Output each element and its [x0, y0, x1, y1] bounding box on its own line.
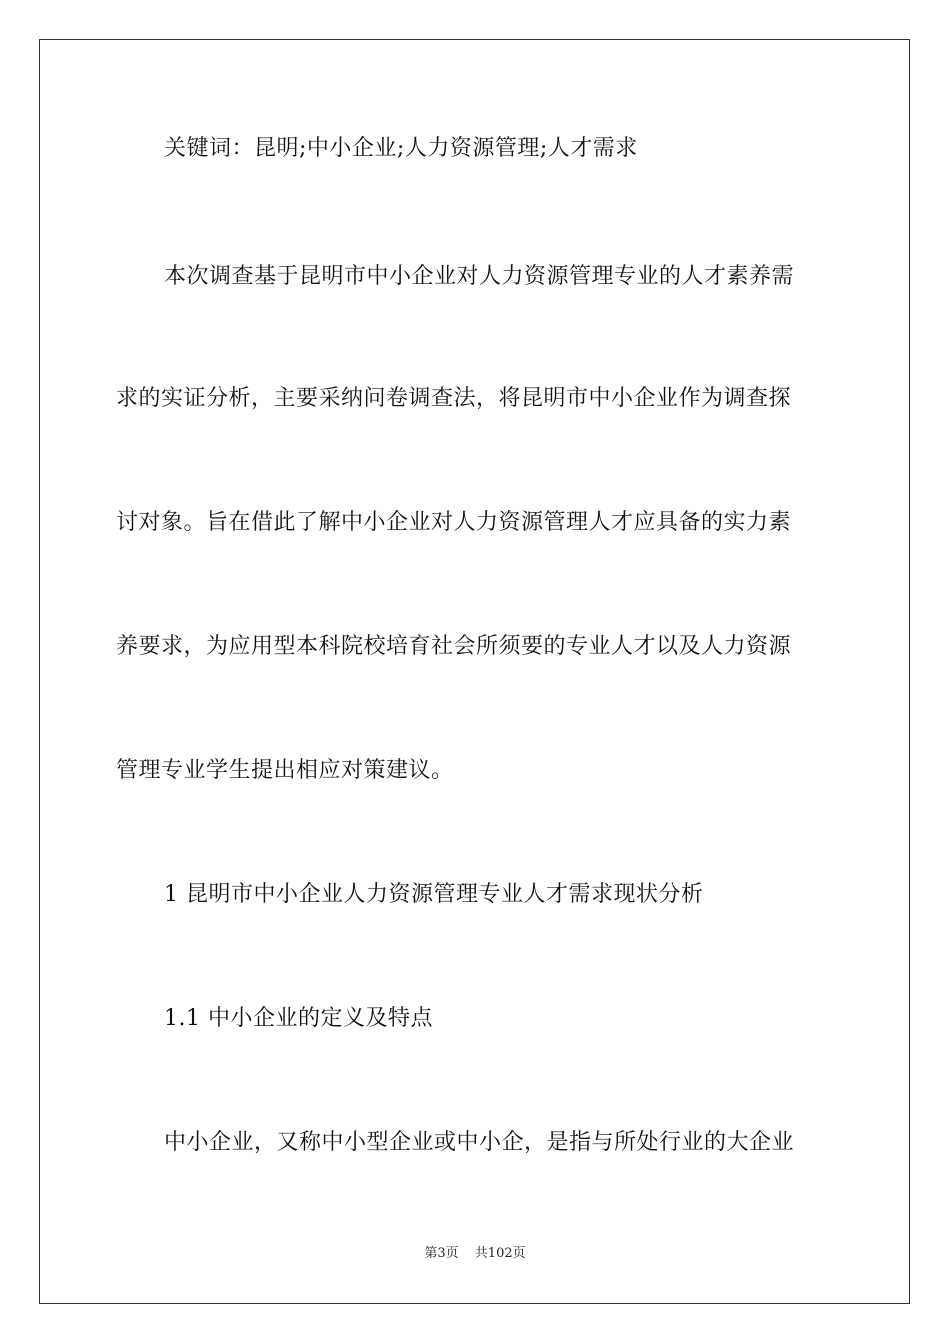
paragraph-line: 中小企业，又称中小型企业或中小企，是指与所处行业的大企业	[164, 1130, 795, 1155]
paragraph-line: 管理专业学生提出相应对策建议。	[116, 758, 454, 783]
page-footer	[0, 1245, 950, 1263]
section-heading: 1 昆明市中小企业人力资源管理专业人才需求现状分析	[164, 882, 704, 907]
subsection-heading: 1.1 中小企业的定义及特点	[164, 1006, 433, 1031]
paragraph-line: 养要求，为应用型本科院校培育社会所须要的专业人才以及人力资源	[116, 634, 792, 659]
paragraph-line: 求的实证分析，主要采纳问卷调查法，将昆明市中小企业作为调查探	[116, 386, 792, 411]
paragraph-line: 讨对象。旨在借此了解中小企业对人力资源管理人才应具备的实力素	[116, 510, 792, 535]
keywords-line: 关键词：昆明;中小企业;人力资源管理;人才需求	[164, 136, 638, 161]
total-pages: 共102页	[474, 1246, 526, 1261]
page-border	[39, 39, 910, 1304]
paragraph-line: 本次调查基于昆明市中小企业对人力资源管理专业的人才素养需	[164, 264, 795, 289]
page-number: 第3页	[424, 1246, 459, 1261]
